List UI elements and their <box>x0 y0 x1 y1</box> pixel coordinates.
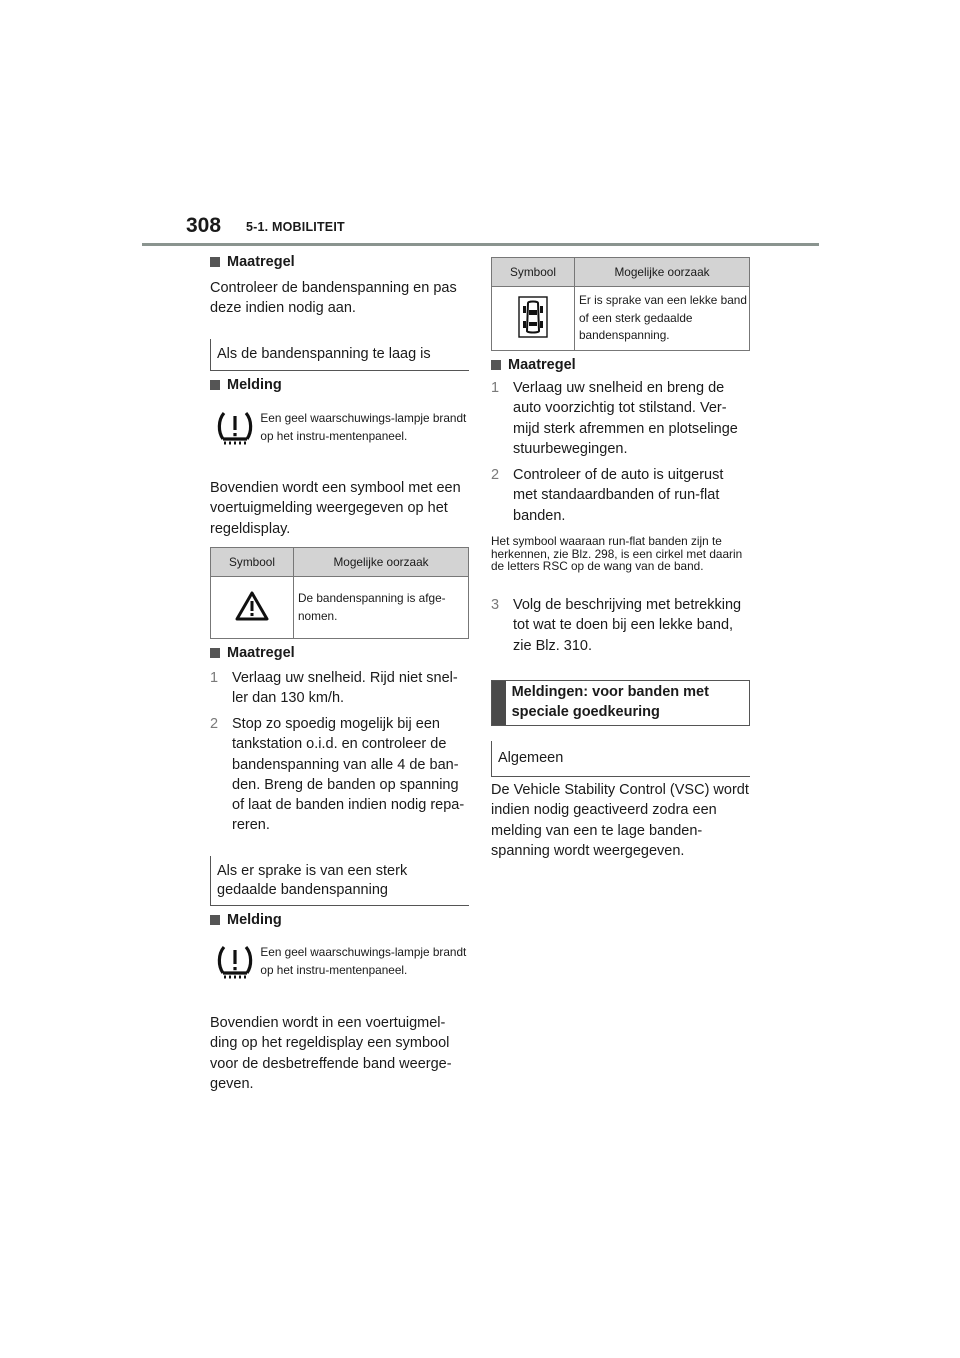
melding-icon-row <box>210 408 469 448</box>
maatregel-heading-3: Maatregel <box>491 357 576 373</box>
table-cause-cell: De bandenspanning is afge-nomen. <box>294 577 469 639</box>
general-text: De Vehicle Stability Control (VSC) wordt indien nodig geactiveerd zodra een melding van een te lage banden-spanning wordt weergegeven. <box>491 782 749 859</box>
warning-triangle-icon <box>211 577 294 639</box>
list-item: 2 Stop zo spoedig mogelijk bij een tankstation o.i.d. en controleer de bandenspanning van alle 4 de ban-den. Breng de banden op spanning of laat de banden indien nodig repa-reren. <box>210 716 465 834</box>
tire-pressure-warning-icon <box>210 408 260 448</box>
page-number: 308 <box>186 214 222 237</box>
melding-icon-text-2: Een geel waarschuwings-lampje brandt op het instru-mentenpaneel. <box>260 945 467 977</box>
special-tyres-title: Meldingen: voor banden met speciale goedkeuring <box>511 684 709 720</box>
maatregel-heading: Maatregel <box>210 254 295 270</box>
melding-icon-text: Een geel waarschuwings-lampje brandt op het instru-mentenpaneel. <box>260 411 467 443</box>
square-bullet-icon <box>491 360 501 370</box>
symbol-table-2 <box>491 257 750 351</box>
sharp-drop-box: Als er sprake is van een sterk gedaalde bandenspanning <box>210 856 469 906</box>
maatregel-heading-2: Maatregel <box>210 645 295 661</box>
square-bullet-icon <box>210 915 220 925</box>
square-bullet-icon <box>210 380 220 390</box>
table-header-cause: Mogelijke oorzaak <box>575 258 750 287</box>
table-header-cause: Mogelijke oorzaak <box>294 548 469 577</box>
list-item: 3 Volg de beschrijving met betrekking tot wat te doen bij een lekke band, zie Blz. 310. <box>491 597 742 654</box>
table-header-symbol: Symbool <box>492 258 575 287</box>
tire-pressure-warning-icon <box>210 942 260 982</box>
car-tire-status-icon <box>492 287 575 351</box>
melding-heading: Melding <box>210 377 282 393</box>
maatregel-text: Controleer de bandenspanning en pas deze indien nodig aan. <box>210 280 457 317</box>
symbol-table-1 <box>210 547 469 639</box>
table-cause-cell: Er is sprake van een lekke band of een sterk gedaalde bandenspanning. <box>575 287 750 351</box>
table-header-symbol: Symbool <box>211 548 294 577</box>
run-flat-note: Het symbool waaraan run-flat banden zijn te herkennen, zie Blz. 298, is een cirkel met daarin de letters RSC op de wang van de band. <box>491 534 743 573</box>
section-title: 5-1. MOBILITEIT <box>246 220 345 234</box>
low-pressure-box: Als de bandenspanning te laag is <box>210 339 469 371</box>
melding-icon-row-2 <box>210 942 469 982</box>
special-tyres-heading-box <box>491 680 750 726</box>
dark-bar <box>492 681 506 725</box>
list-item: 1 Verlaag uw snelheid en breng de auto voorzichtig tot stilstand. Ver-mijd sterk afremmen en plotselinge stuurbewegingen. <box>491 380 738 457</box>
melding-extra-text-2: Bovendien wordt in een voertuigmel-ding op het regeldisplay een symbool voor de desbetreffende band weerge-geven. <box>210 1015 452 1092</box>
list-item: 2 Controleer of de auto is uitgerust met standaardbanden of run-flat banden. <box>491 467 724 524</box>
list-item: 1 Verlaag uw snelheid. Rijd niet snel-ler dan 130 km/h. <box>210 670 458 707</box>
melding-heading-2: Melding <box>210 912 282 928</box>
square-bullet-icon <box>210 257 220 267</box>
general-box: Algemeen <box>491 741 750 777</box>
melding-extra-text: Bovendien wordt een symbool met een voertuigmelding weergegeven op het regeldisplay. <box>210 480 461 537</box>
header-divider <box>142 243 819 246</box>
square-bullet-icon <box>210 648 220 658</box>
